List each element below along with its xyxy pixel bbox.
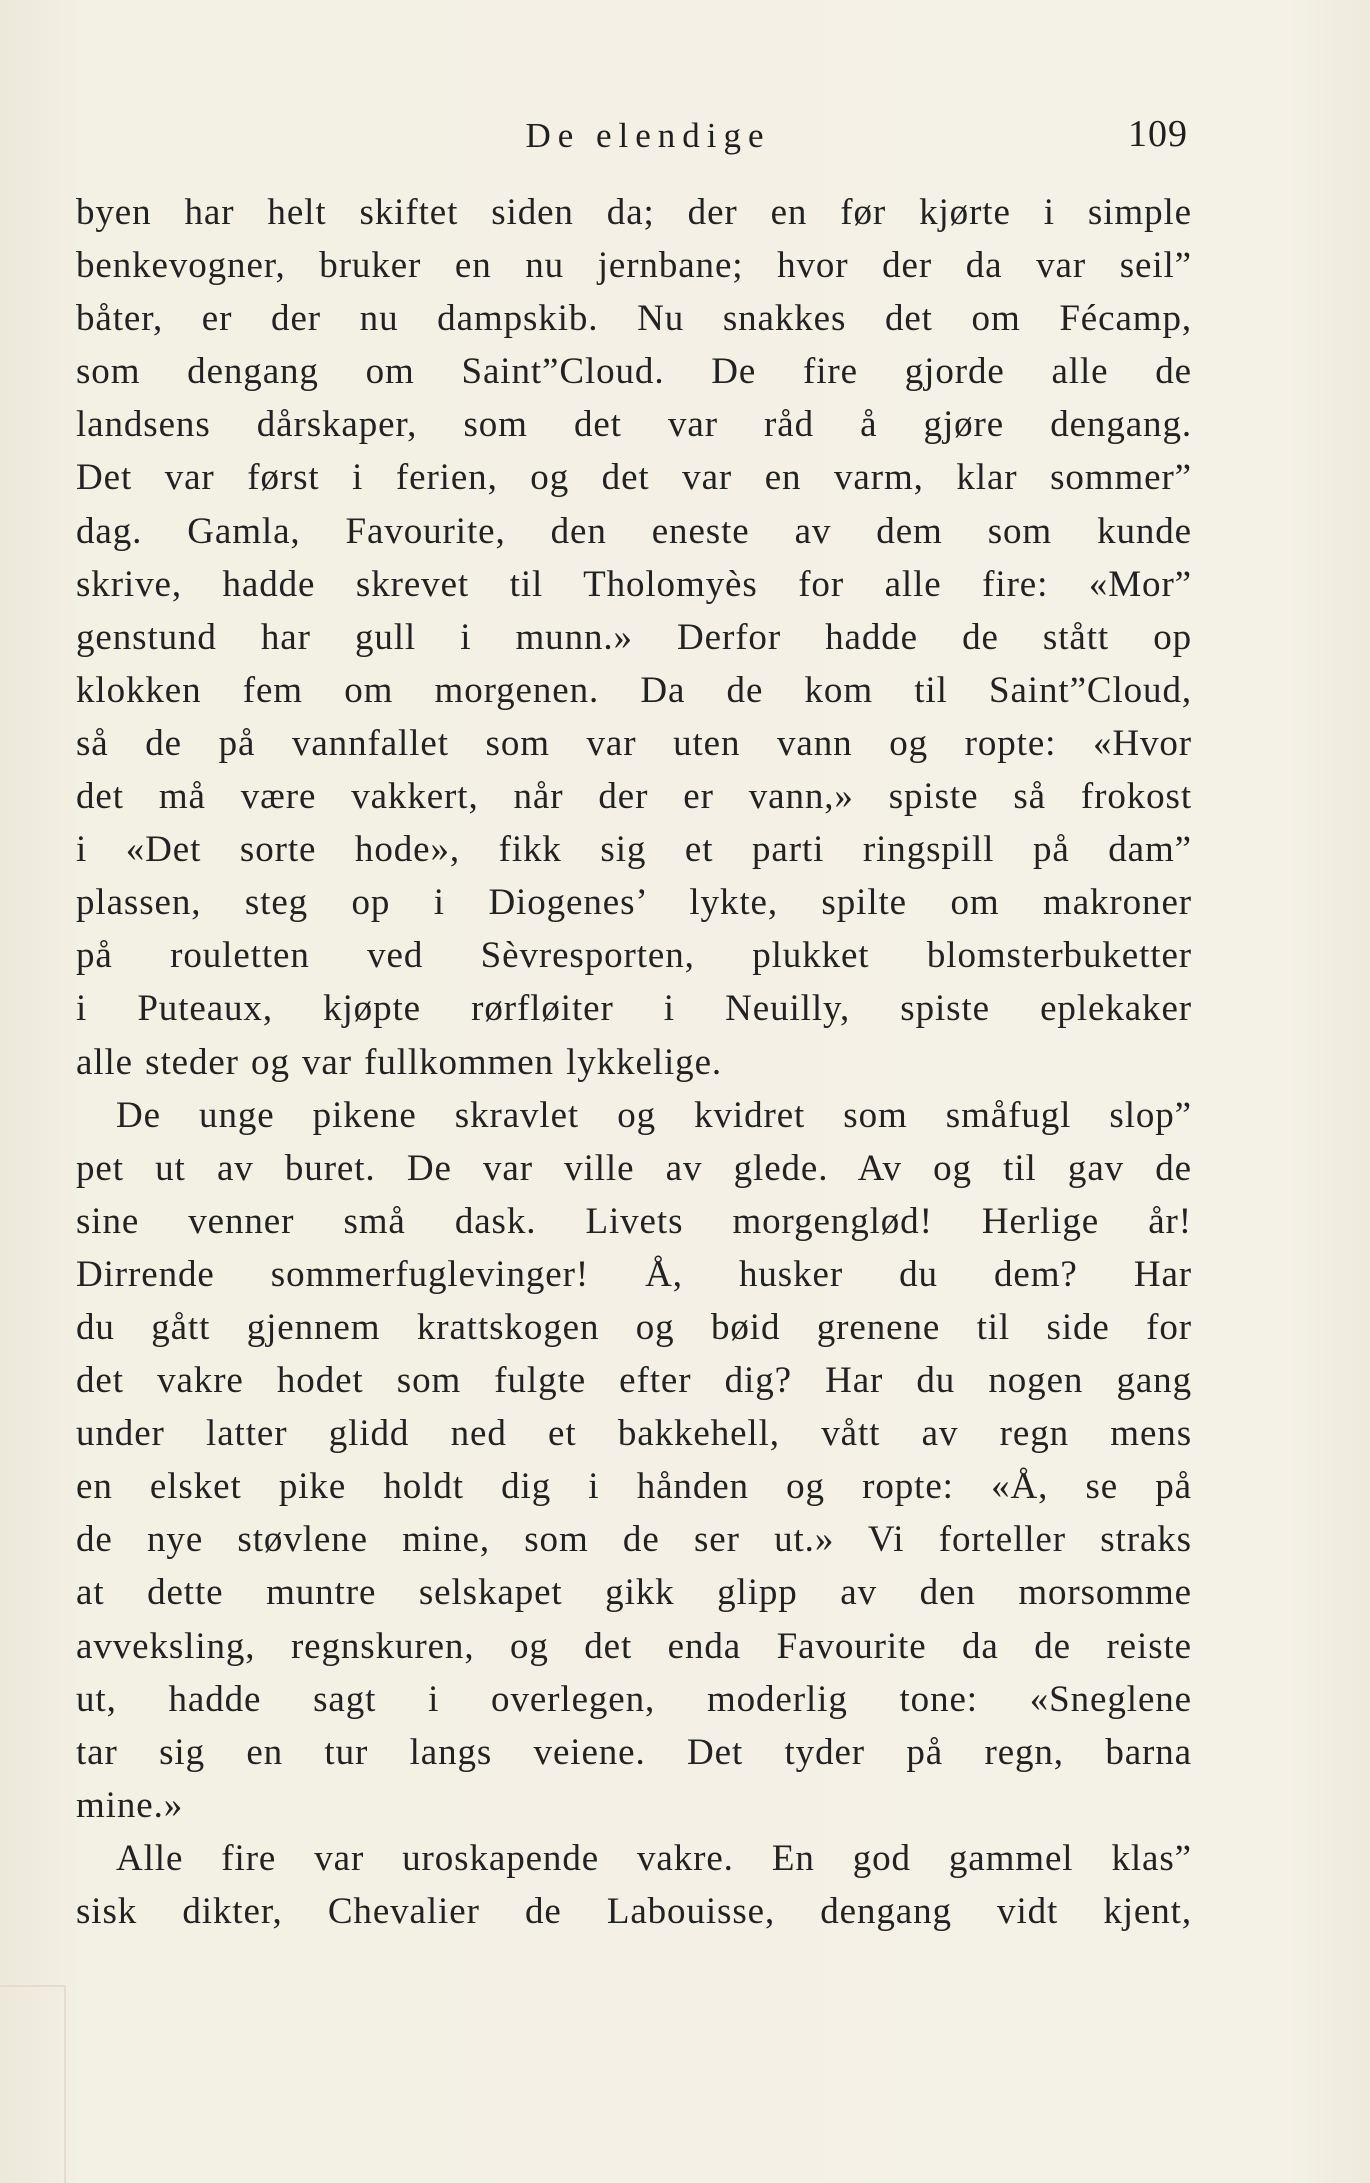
text-line: Det var først i ferien, og det var en varm, klar sommerˮ [76,457,1192,499]
text-line: avveksling, regnskuren, og det enda Favourite da de reiste [76,1625,1192,1667]
text-line: i «Det sorte hode», fikk sig et parti ringspill på damˮ [76,829,1192,871]
text-line: ut, hadde sagt i overlegen, moderlig tone: «Sneglene [76,1678,1192,1720]
page-header [78,112,1188,172]
text-line: du gått gjennem krattskogen og bøid grenene til side for [76,1306,1192,1348]
text-line: landsens dårskaper, som det var råd å gjøre dengang. [76,404,1192,446]
text-line: alle steder og var fullkommen lykkelige. [76,1041,723,1083]
text-line: det vakre hodet som fulgte efter dig? Har du nogen gang [76,1360,1192,1402]
text-line: så de på vannfallet som var uten vann og ropte: «Hvor [76,722,1192,764]
text-line: sisk dikter, Chevalier de Labouisse, dengang vidt kjent, [76,1891,1192,1932]
text-line: tar sig en tur langs veiene. Det tyder på regn, barna [76,1731,1192,1773]
text-line: en elsket pike holdt dig i hånden og ropte: «Å, se på [76,1466,1192,1508]
page-number: 109 [1128,113,1188,155]
text-line: De unge pikene skravlet og kvidret som småfugl slopˮ [116,1094,1192,1136]
text-line: at dette muntre selskapet gikk glipp av den morsomme [76,1572,1192,1614]
running-title: De elendige [525,116,771,155]
text-line: genstund har gull i munn.» Derfor hadde de stått op [76,616,1192,658]
text-line: plassen, steg op i Diogenes’ lykte, spilte om makroner [76,882,1192,924]
text-line: sine venner små dask. Livets morgenglød! Herlige år! [76,1200,1192,1242]
text-line: pet ut av buret. De var ville av glede. Av og til gav de [76,1147,1192,1189]
text-line: i Puteaux, kjøpte rørfløiter i Neuilly, spiste eplekaker [76,988,1192,1030]
text-line: dag. Gamla, Favourite, den eneste av dem som kunde [76,510,1192,552]
text-line: Alle fire var uroskapende vakre. En god gammel klasˮ [116,1837,1192,1879]
text-line: mine.» [76,1784,184,1826]
text-line: under latter glidd ned et bakkehell, vått av regn mens [76,1413,1192,1455]
text-line: klokken fem om morgenen. Da de kom til SaintˮCloud, [76,669,1192,711]
text-line: på rouletten ved Sèvresporten, plukket blomsterbuketter [76,935,1192,977]
text-line: Dirrende sommerfuglevinger! Å, husker du dem? Har [76,1253,1192,1295]
text-line: benkevogner, bruker en nu jernbane; hvor der da var seilˮ [76,245,1192,287]
text-line: byen har helt skiftet siden da; der en før kjørte i simple [76,192,1192,233]
text-line: det må være vakkert, når der er vann,» spiste så frokost [76,776,1192,818]
text-line: de nye støvlene mine, som de ser ut.» Vi forteller straks [76,1519,1192,1561]
text-line: skrive, hadde skrevet til Tholomyès for alle fire: «Morˮ [76,563,1192,605]
body-text [76,186,1192,1938]
page-edge-mark [0,1985,66,2183]
text-line: båter, er der nu dampskib. Nu snakkes det om Fécamp, [76,298,1192,340]
text-line: som dengang om SaintˮCloud. De fire gjorde alle de [76,351,1192,393]
